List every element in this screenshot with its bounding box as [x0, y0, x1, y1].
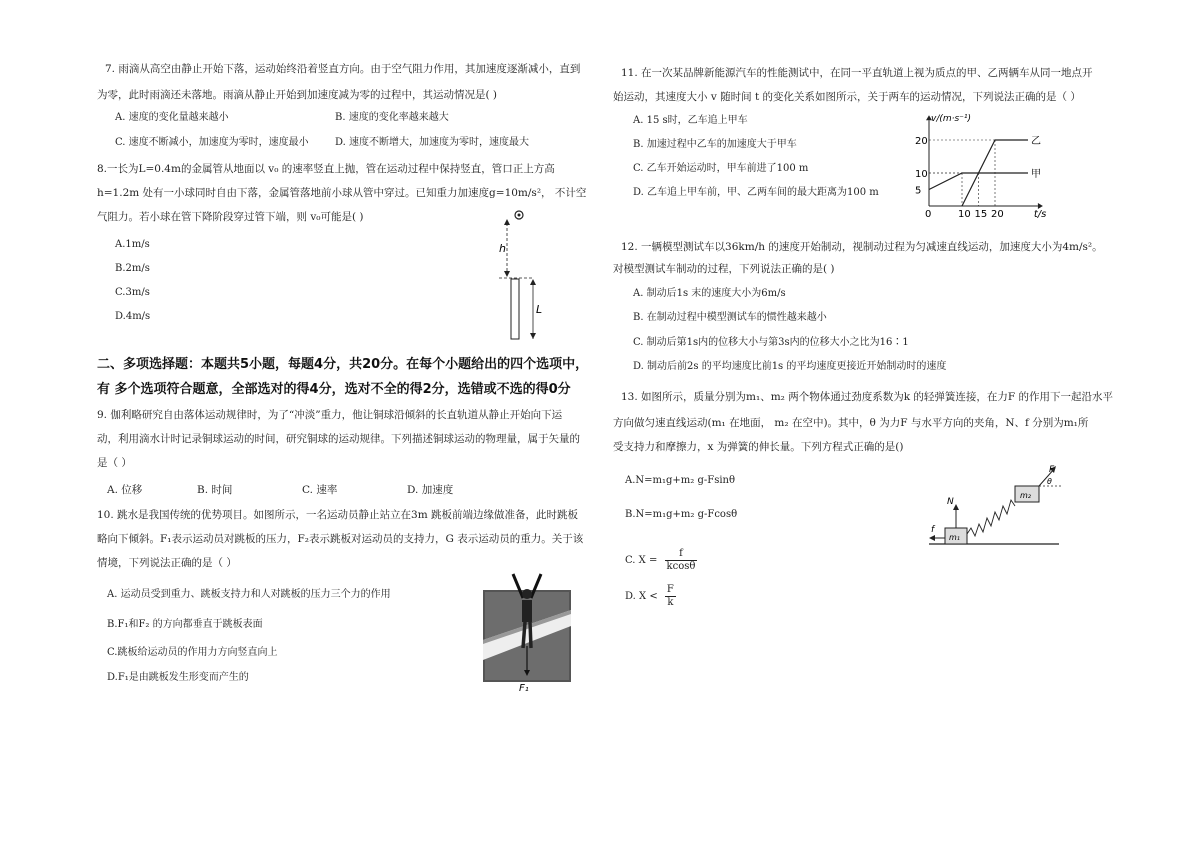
chart-x-tick-label: 20 [991, 209, 1004, 220]
q13-option-d-prefix: D. X < [625, 591, 658, 602]
q9-option-a: A. 位移 [107, 484, 143, 496]
q13-option-b: B.N=m₁g+m₂ g-Fcosθ [625, 509, 738, 520]
q11-option-d: D. 乙车追上甲车前，甲、乙两车间的最大距离为100 m [633, 187, 879, 198]
q11-text-line2: 始运动，其速度大小 v 随时间 t 的变化关系如图所示，关于两车的运动情况，下列说法正确的是（ ） [613, 91, 1081, 103]
q13-fig-m2-label: m₂ [1020, 491, 1031, 500]
chart-y-axis-label: v/(m·s⁻¹) [931, 114, 972, 124]
chart-x-tick-label: 15 [974, 209, 988, 220]
q12-option-a: A. 制动后1s 末的速度大小为6m/s [633, 288, 786, 299]
q13-option-d-denominator: k [667, 597, 674, 608]
q13-option-c-fraction [665, 548, 698, 573]
chart-x-tick-label: 0 [925, 209, 932, 220]
q10-option-b: B.F₁和F₂ 的方向都垂直于跳板表面 [107, 619, 263, 630]
q8-option-d: D.4m/s [115, 311, 151, 322]
q7-text-line2: 为零，此时雨滴还未落地。雨滴从静止开始到加速度减为零的过程中，其运动情况是( ) [97, 89, 498, 101]
q8-option-a: A.1m/s [115, 239, 150, 250]
q8-option-c: C.3m/s [115, 287, 150, 298]
q13-fig-force-label: F [1049, 465, 1055, 475]
q8-text-line1: 8.一长为L=0.4m的金属管从地面以 v₀ 的速率竖直上抛，管在运动过程中保持竖直，管口正上方高 [97, 163, 555, 175]
q13-option-c-numerator: f [665, 548, 698, 561]
q8-text-line3: 气阻力。若小球在管下降阶段穿过管下端，则 v₀可能是( ) [97, 211, 364, 223]
q8-option-b: B.2m/s [115, 263, 150, 274]
chart-series-name: 甲 [1031, 169, 1041, 180]
q10-option-c: C.跳板给运动员的作用力方向竖直向上 [107, 647, 278, 658]
q13-fig-theta-label: θ [1047, 477, 1052, 486]
chart-series-name: 乙 [1031, 136, 1041, 147]
q8-fig-h-label: h [499, 242, 506, 255]
q11-vt-chart [909, 112, 1104, 220]
chart-y-tick-label: 5 [915, 185, 922, 197]
q12-option-b: B. 在制动过程中模型测试车的惯性越来越小 [633, 312, 827, 323]
q13-option-c [625, 548, 697, 573]
q13-option-c-prefix: C. X = [625, 555, 658, 566]
q13-fig-f-label: f [931, 525, 935, 535]
q12-option-d: D. 制动后前2s 的平均速度比前1s 的平均速度更接近开始制动时的速度 [633, 361, 947, 372]
q11-text-line1: 11. 在一次某品牌新能源汽车的性能测试中，在同一平直轨道上视为质点的甲、乙两辆车从同一地点开 [621, 67, 1093, 79]
q13-fig-n-label: N [947, 497, 954, 507]
q9-text-line2: 动，利用滴水计时记录铜球运动的时间，研究铜球的运动规律。下列描述铜球运动的物理量，属于矢量的 [97, 433, 580, 445]
q13-option-c-denominator: kcosθ [666, 561, 696, 572]
q10-fig-f1-label: F₁ [519, 683, 529, 694]
q10-diver-figure [483, 570, 575, 695]
q13-option-d [625, 584, 676, 609]
q9-option-d: D. 加速度 [407, 484, 454, 496]
q8-tube-figure [485, 205, 555, 345]
q7-option-c: C. 速度不断减小，加速度为零时，速度最小 [115, 137, 309, 148]
q9-text-line1: 9. 伽利略研究自由落体运动规律时，为了“冲淡”重力，他让铜球沿倾斜的长直轨道从静止开始向下运 [97, 409, 563, 421]
q13-fig-m1-label: m₁ [949, 533, 960, 542]
chart-x-tick-label: 10 [958, 209, 971, 220]
section2-heading-line2: 有 多个选项符合题意，全部选对的得4分，选对不全的得2分，选错或不选的得0分 [97, 382, 571, 397]
q13-text-line1: 13. 如图所示，质量分别为m₁、m₂ 两个物体通过劲度系数为k 的轻弹簧连接，在力F 的作用下一起沿水平 [621, 391, 1114, 403]
q11-option-a: A. 15 s时，乙车追上甲车 [633, 115, 748, 126]
q10-option-a: A. 运动员受到重力、跳板支持力和人对跳板的压力三个力的作用 [107, 589, 391, 600]
q12-text-line2: 对模型测试车制动的过程，下列说法正确的是( ) [613, 263, 835, 275]
q10-option-d: D.F₁是由跳板发生形变而产生的 [107, 672, 249, 683]
q11-option-c: C. 乙车开始运动时，甲车前进了100 m [633, 163, 809, 174]
q13-option-d-numerator: F [666, 584, 674, 595]
chart-y-tick-label: 20 [915, 136, 928, 147]
q13-option-d-fraction [665, 584, 676, 609]
q8-text-line2: h=1.2m 处有一小球同时自由下落，金属管落地前小球从管中穿过。已知重力加速度g=10m/s²， 不计空 [97, 187, 587, 199]
chart-y-tick-label: 10 [915, 169, 928, 180]
q7-option-d: D. 速度不断增大，加速度为零时，速度最大 [335, 137, 530, 148]
q9-option-c: C. 速率 [302, 484, 338, 496]
q13-text-line2: 方向做匀速直线运动(m₁ 在地面， m₂ 在空中)。其中，θ 为力F 与水平方向的夹角，N、f 分别为m₁所 [613, 417, 1089, 429]
q7-text-line1: 7. 雨滴从高空由静止开始下落，运动始终沿着竖直方向。由于空气阻力作用，其加速度逐渐减小，直到 [105, 63, 581, 75]
q10-text-line3: 情境，下列说法正确的是（ ） [97, 557, 237, 569]
q10-text-line1: 10. 跳水是我国传统的优势项目。如图所示，一名运动员静止站立在3m 跳板前端边缘做准备，此时跳板 [97, 509, 579, 521]
q8-fig-l-label: L [536, 303, 543, 316]
q13-option-a: A.N=m₁g+m₂ g-Fsinθ [625, 475, 735, 486]
q10-text-line2: 略向下倾斜。F₁表示运动员对跳板的压力，F₂表示跳板对运动员的支持力，G 表示运动员的重力。关于该 [97, 533, 584, 545]
chart-x-axis-label: t/s [1033, 209, 1047, 220]
section2-heading-line1: 二、多项选择题：本题共5小题，每题4分，共20分。在每个小题给出的四个选项中， [97, 357, 589, 372]
q7-option-a: A. 速度的变化量越来越小 [115, 112, 229, 123]
q13-text-line3: 受支持力和摩擦力，x 为弹簧的伸长量。下列方程式正确的是() [613, 441, 904, 453]
q7-option-b: B. 速度的变化率越来越大 [335, 112, 449, 123]
q12-option-c: C. 制动后第1s内的位移大小与第3s内的位移大小之比为16∶1 [633, 337, 909, 348]
q12-text-line1: 12. 一辆模型测试车以36km/h 的速度开始制动，视制动过程为匀减速直线运动，加速度大小为4m/s²。 [621, 241, 1103, 253]
q9-option-b: B. 时间 [197, 484, 233, 496]
q13-spring-figure [923, 462, 1063, 552]
q11-option-b: B. 加速过程中乙车的加速度大于甲车 [633, 139, 797, 150]
q9-text-line3: 是（ ） [97, 457, 132, 469]
